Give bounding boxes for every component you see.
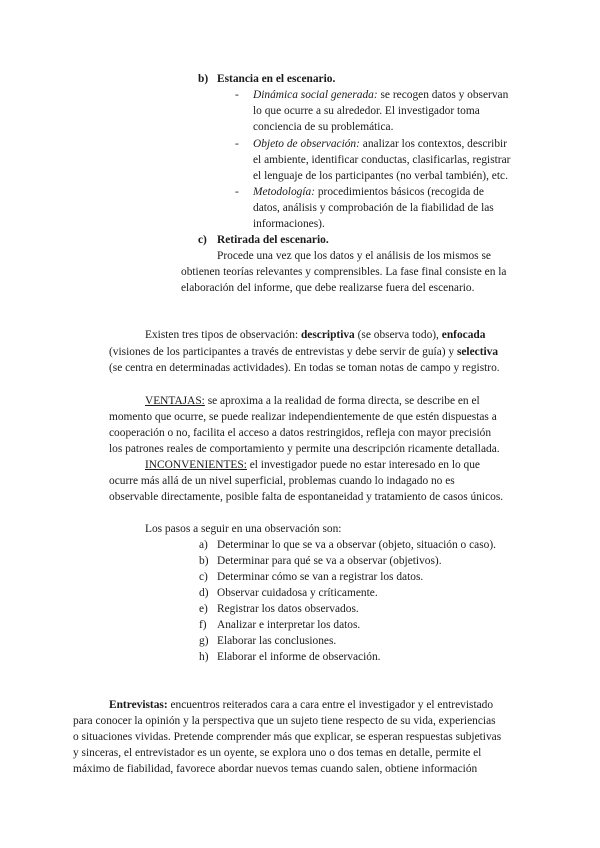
inconvenientes-label: INCONVENIENTES: bbox=[145, 459, 247, 471]
step-letter: h) bbox=[199, 651, 209, 663]
step-letter: e) bbox=[199, 603, 208, 615]
section-b-marker: b) bbox=[198, 73, 209, 85]
inconvenientes-line-3: observable directamente, posible falta de espontaneidad y tratamiento de casos únicos. bbox=[109, 491, 504, 503]
entrevistas-label: Entrevistas: bbox=[109, 699, 168, 711]
bullet-2-text: analizar los contextos, describir bbox=[359, 138, 507, 150]
bullet-1-line-2: lo que ocurre a su alrededor. El investigador toma bbox=[253, 105, 480, 117]
bullet-2-line-3: el lenguaje de los participantes (no verbal también), etc. bbox=[253, 170, 508, 182]
bullet-dash: - bbox=[235, 138, 239, 150]
inconvenientes-text: el investigador puede no estar interesado en lo que bbox=[246, 459, 480, 471]
term-enfocada: enfocada bbox=[441, 329, 486, 341]
entrevistas-line-3: o situaciones vividas. Pretende comprender más que explicar, se esperan respuestas subjetivas bbox=[73, 731, 502, 743]
step-text: Observar cuidadosa y críticamente. bbox=[217, 587, 378, 599]
bullet-3-line-3: informaciones). bbox=[253, 218, 325, 230]
entrevistas-text: encuentros reiterados cara a cara entre el investigador y el entrevistado bbox=[167, 699, 494, 711]
section-c-marker: c) bbox=[198, 234, 207, 246]
step-text: Elaborar las conclusiones. bbox=[217, 635, 337, 647]
bullet-1-text: se recogen datos y observan bbox=[377, 89, 509, 101]
section-c-line-1: Procede una vez que los datos y el análisis de los mismos se bbox=[217, 250, 491, 262]
bullet-2-title: Objeto de observación: bbox=[253, 138, 360, 150]
ventajas-label: VENTAJAS: bbox=[145, 395, 205, 407]
bullet-1-title: Dinámica social generada: bbox=[253, 89, 378, 101]
bullet-dash: - bbox=[235, 89, 239, 101]
bullet-3-title: Metodología: bbox=[253, 186, 316, 198]
types-line-1 bbox=[145, 327, 485, 343]
ventajas-line-2: momento que ocurre, se puede realizar independientemente de que estén dispuestas a bbox=[109, 411, 497, 423]
bullet-3-line-1 bbox=[253, 184, 484, 200]
step-text: Elaborar el informe de observación. bbox=[217, 651, 381, 663]
step-text: Determinar cómo se van a registrar los datos. bbox=[217, 571, 424, 583]
entrevistas-line-2: para conocer la opinión y la perspectiva que un sujeto tiene respecto de su vida, experiencias bbox=[73, 715, 496, 727]
step-text: Determinar lo que se va a observar (objeto, situación o caso). bbox=[217, 539, 496, 551]
bullet-3-text: procedimientos básicos (recogida de bbox=[315, 186, 484, 198]
bullet-dash: - bbox=[235, 186, 239, 198]
inconvenientes-line-1 bbox=[145, 457, 480, 473]
term-descriptiva: descriptiva bbox=[300, 329, 355, 341]
types-text: (visiones de los participantes a través de entrevistas y debe servir de guía) y bbox=[109, 346, 457, 358]
types-text: (se observa todo), bbox=[354, 329, 442, 341]
term-selectiva: selectiva bbox=[456, 346, 499, 358]
ventajas-text: se aproxima a la realidad de forma directa, se describe en el bbox=[204, 395, 480, 407]
step-text: Registrar los datos observados. bbox=[217, 603, 359, 615]
types-text: Existen tres tipos de observación: bbox=[145, 329, 301, 341]
ventajas-line-4: los patrones reales de comportamiento y permite una descripción ricamente detallada. bbox=[109, 443, 500, 455]
section-b-heading: Estancia en el escenario. bbox=[217, 73, 336, 85]
step-letter: c) bbox=[199, 571, 208, 583]
step-letter: d) bbox=[199, 587, 209, 599]
step-letter: a) bbox=[199, 539, 208, 551]
ventajas-line-1 bbox=[145, 393, 480, 409]
bullet-1-line-1 bbox=[253, 87, 508, 103]
entrevistas-line-5: máximo de fiabilidad, favorece abordar nuevos temas cuando salen, obtiene información bbox=[73, 763, 478, 775]
bullet-3-line-2: datos, análisis y comprobación de la fiabilidad de las bbox=[253, 202, 494, 214]
entrevistas-line-1 bbox=[109, 697, 493, 713]
entrevistas-line-4: y sinceras, el entrevistador es un oyente, se explora uno o dos temas en detalle, permite el bbox=[73, 747, 482, 759]
bullet-1-line-3: conciencia de su problemática. bbox=[253, 121, 394, 133]
bullet-2-line-2: el ambiente, identificar conductas, clasificarlas, registrar bbox=[253, 154, 511, 166]
ventajas-line-3: cooperación o no, facilita el acceso a datos restringidos, refleja con mayor precisión bbox=[109, 427, 492, 439]
step-letter: b) bbox=[199, 555, 209, 567]
step-text: Determinar para qué se va a observar (objetivos). bbox=[217, 555, 442, 567]
section-c-line-2: obtienen teorías relevantes y comprensibles. La fase final consiste en la bbox=[181, 266, 507, 278]
inconvenientes-line-2: ocurre más allá de un nivel superficial, problemas cuando lo indagado no es bbox=[109, 475, 455, 487]
step-text: Analizar e interpretar los datos. bbox=[217, 619, 361, 631]
section-c-heading: Retirada del escenario. bbox=[217, 234, 329, 246]
types-line-2 bbox=[109, 344, 498, 360]
section-c-line-3: elaboración del informe, que debe realizarse fuera del escenario. bbox=[181, 282, 475, 294]
types-line-3: (se centra en determinadas actividades). En todas se toman notas de campo y registro. bbox=[109, 362, 500, 374]
step-letter: g) bbox=[199, 635, 209, 647]
bullet-2-line-1 bbox=[253, 136, 507, 152]
step-letter: f) bbox=[199, 619, 207, 631]
steps-intro: Los pasos a seguir en una observación son: bbox=[145, 523, 342, 535]
